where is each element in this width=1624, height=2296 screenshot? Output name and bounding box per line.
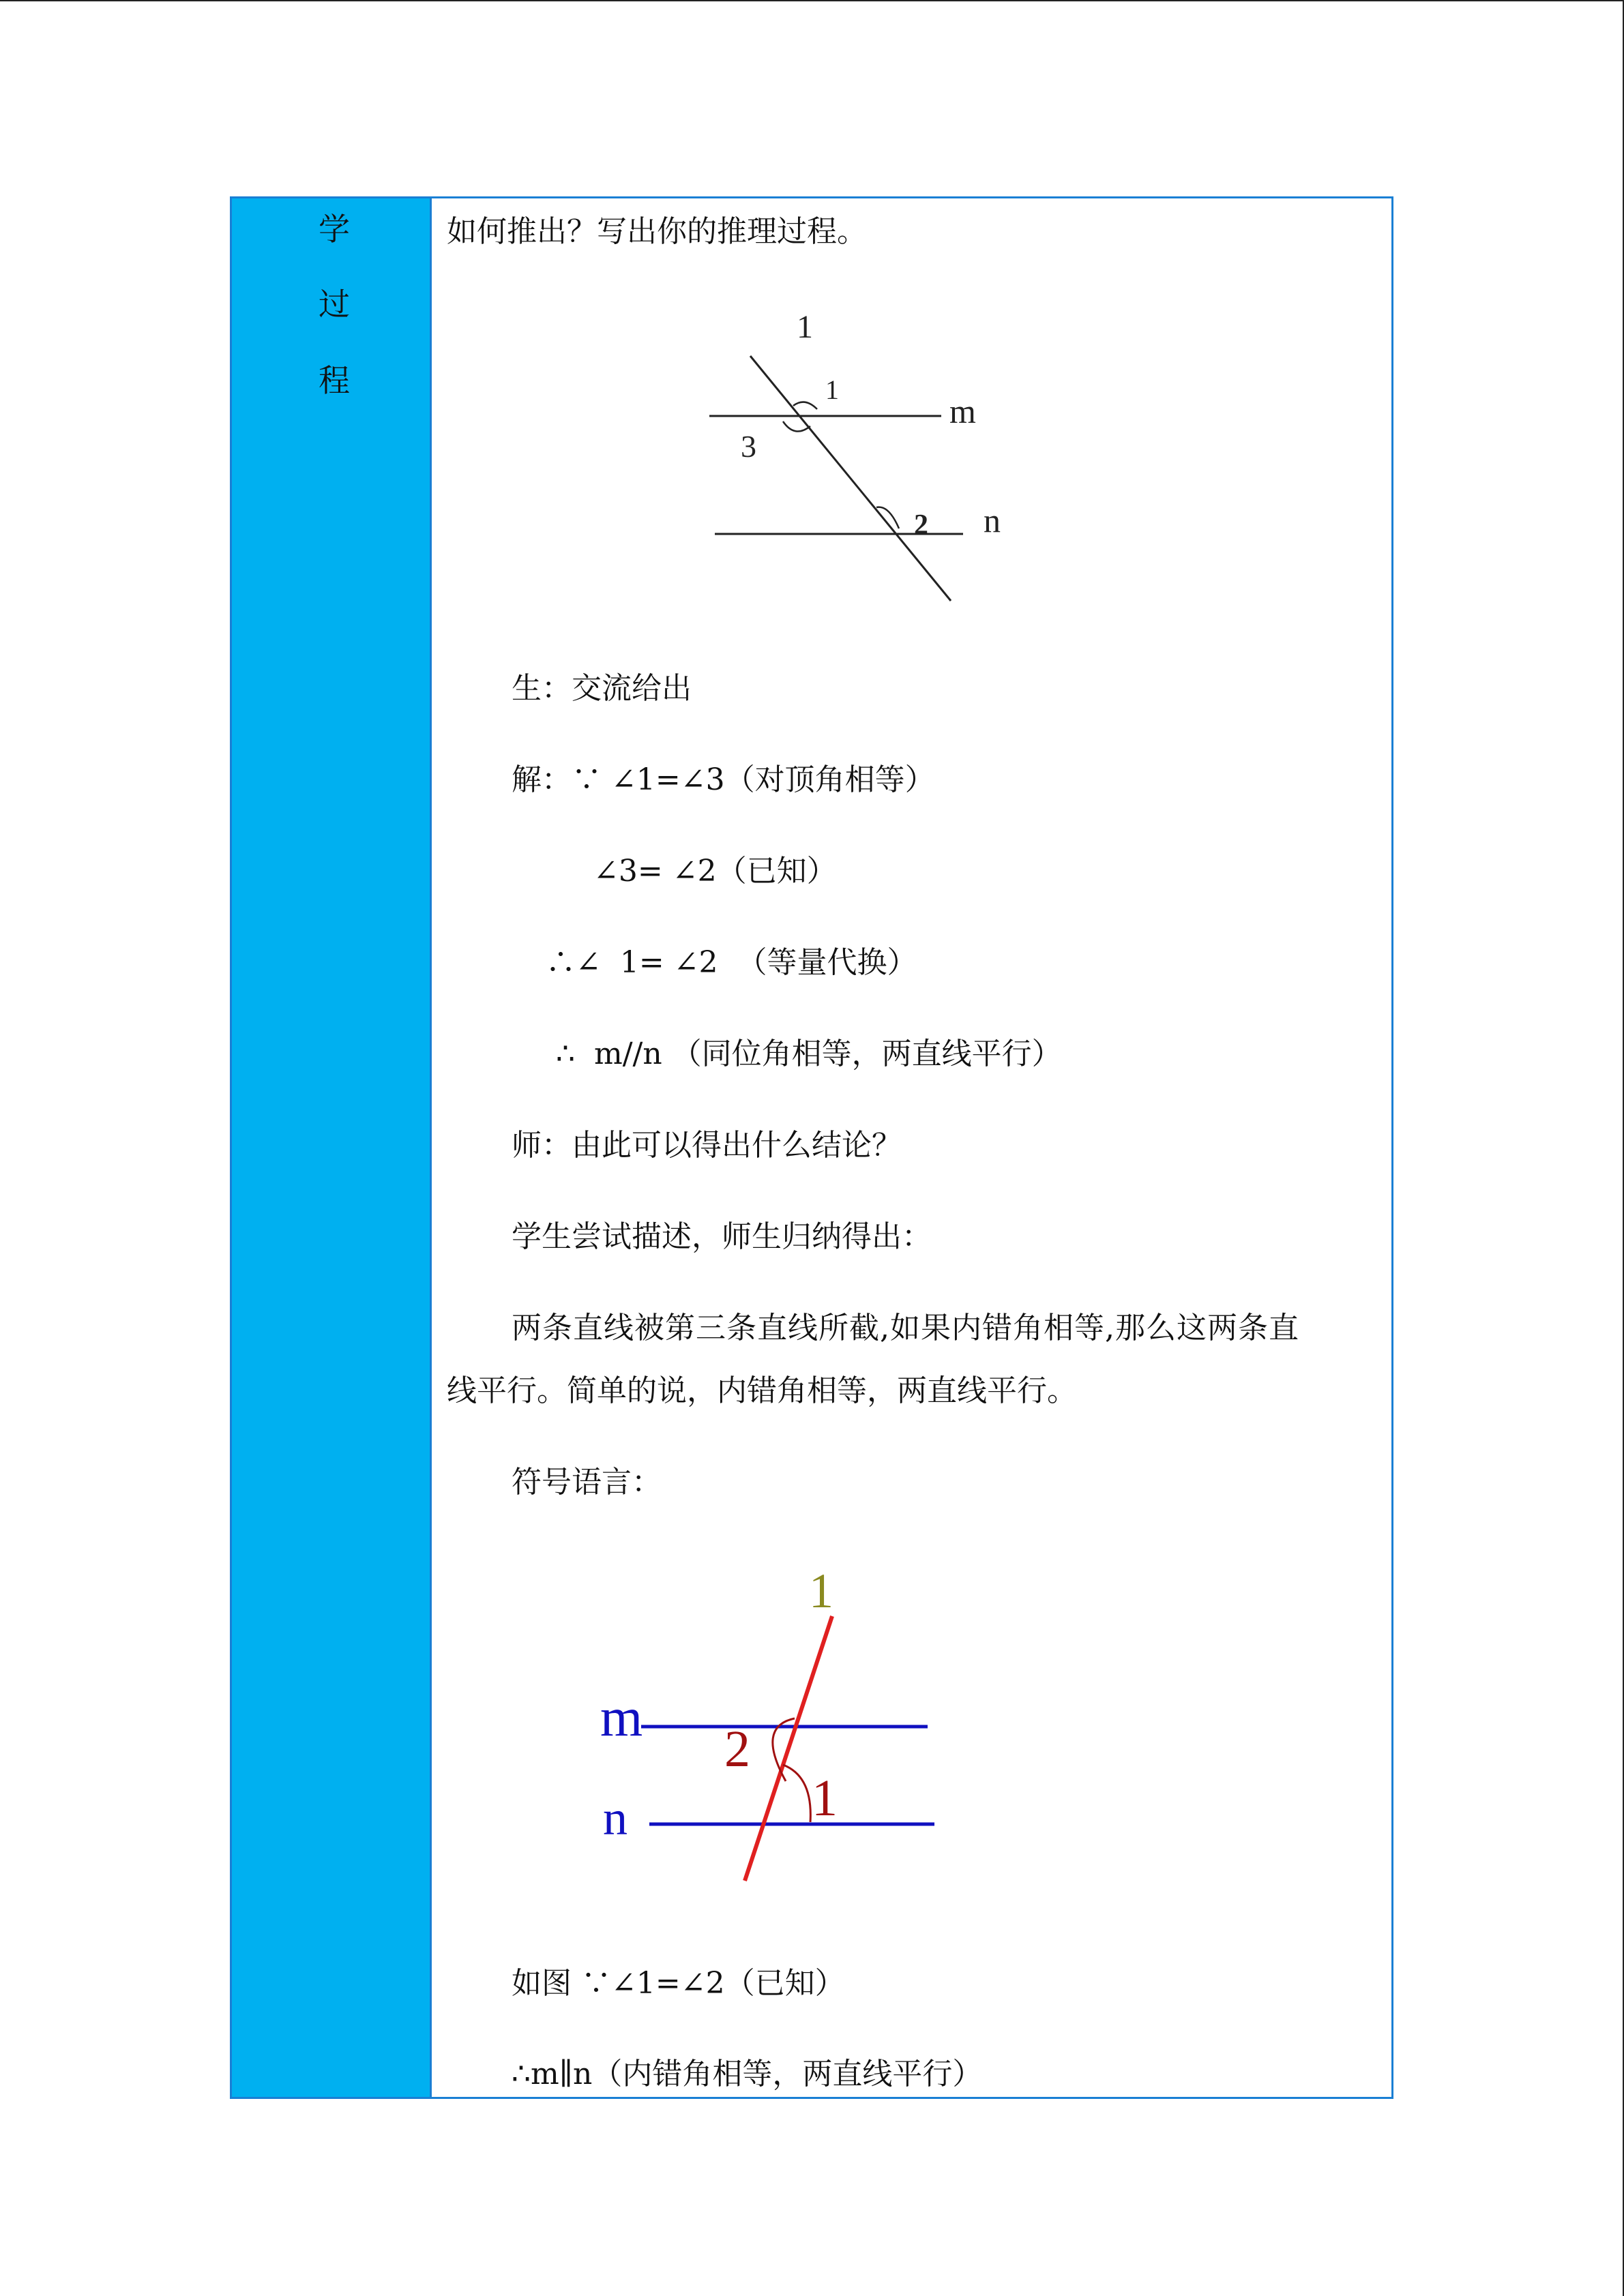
sidebar-char: 程 xyxy=(319,362,350,399)
transversal-label: 1 xyxy=(797,309,813,345)
figure-1 xyxy=(696,307,1050,614)
closing-line: 如图 ∵∠1=∠2（已知） xyxy=(512,1966,845,2001)
line-m-label: m xyxy=(949,392,976,430)
angle-1-label: 1 xyxy=(812,1770,838,1827)
text-line: 生：交流给出 xyxy=(512,671,692,706)
sidebar-char: 学 xyxy=(319,211,350,248)
angle-2-label: 2 xyxy=(724,1720,750,1778)
text-line: 线平行。简单的说，内错角相等，两直线平行。 xyxy=(447,1373,1077,1408)
text-line: ∴∠ 1= ∠2 （等量代换） xyxy=(546,945,917,980)
angle-1-label: 1 xyxy=(825,374,839,405)
angle-3-label: 3 xyxy=(741,429,756,464)
angle-1-arc xyxy=(793,402,817,409)
text-line: 解：∵ ∠1=∠3（对顶角相等） xyxy=(512,762,935,797)
line-n-label: n xyxy=(603,1791,628,1845)
angle-1-arc xyxy=(783,1765,810,1822)
text-line: 两条直线被第三条直线所截,如果内错角相等,那么这两条直 xyxy=(512,1311,1299,1345)
text-line: 符号语言： xyxy=(512,1465,662,1500)
text-line: ∴ m//n （同位角相等，两直线平行） xyxy=(556,1037,1062,1071)
transversal-line xyxy=(745,1616,832,1881)
closing-line: ∴m∥n（内错角相等，两直线平行） xyxy=(512,2057,983,2091)
figure-2 xyxy=(587,1555,955,1896)
text-line: 学生尝试描述，师生归纳得出： xyxy=(512,1219,932,1254)
sidebar-char: 过 xyxy=(319,286,350,323)
text-line: ∠3= ∠2（已知） xyxy=(593,854,837,889)
line-m-label: m xyxy=(600,1688,643,1748)
transversal-line xyxy=(750,356,951,601)
line-n-label: n xyxy=(984,501,1001,539)
transversal-label: 1 xyxy=(809,1564,833,1618)
text-line: 师：由此可以得出什么结论？ xyxy=(512,1128,902,1163)
intro-text: 如何推出？写出你的推理过程。 xyxy=(447,214,867,249)
angle-2-label: 2 xyxy=(914,509,928,541)
